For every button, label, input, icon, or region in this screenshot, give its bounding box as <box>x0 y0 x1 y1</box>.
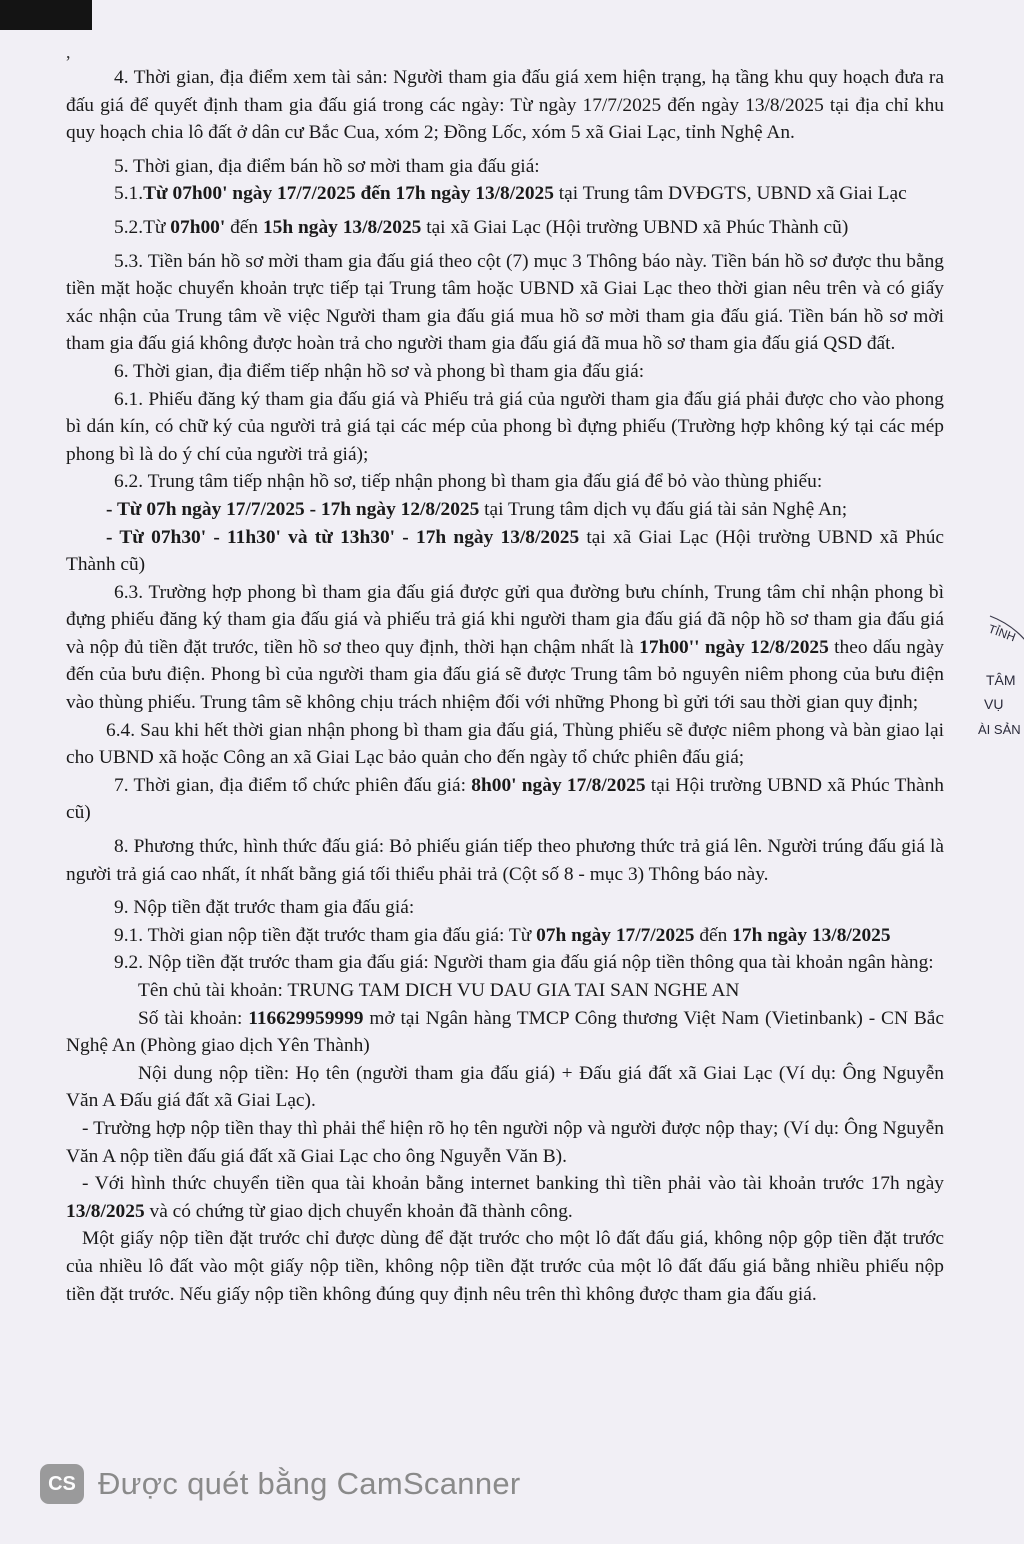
account-name: Tên chủ tài khoản: TRUNG TAM DICH VU DAU GIA TAI SAN NGHE AN <box>138 980 740 1001</box>
para-6-4: 6.4. Sau khi hết thời gian nhận phong bì tham gia đấu giá, Thùng phiếu sẽ được niêm phong và bàn giao lại cho UBND xã hoặc Công an xã Giai Lạc bảo quản cho đến ngày tổ chức phiên đấu giá; <box>66 719 944 769</box>
para-8: 8. Phương thức, hình thức đấu giá: Bỏ phiếu gián tiếp theo phương thức trả giá lên. Người trúng đấu giá là người trả giá cao nhất, ít nhất bằng giá tối thiểu phải trả (Cột số 8 - mục 3) Thông báo này. <box>66 836 944 885</box>
scan-mark: , <box>66 42 71 62</box>
account-number: Số tài khoản: 116629959999 mở tại Ngân hàng TMCP Công thương Việt Nam (Vietinbank) - CN Bắc Nghệ An (Phòng giao dịch Yên Thành) <box>66 1007 944 1057</box>
document-body <box>66 64 944 1308</box>
camscanner-logo-icon: CS <box>40 1464 84 1504</box>
para-6-1: 6.1. Phiếu đăng ký tham gia đấu giá và Phiếu trả giá của người tham gia đấu giá phải được cho vào phong bì dán kín, có chữ ký của người trả giá tại các mép của phong bì đựng phiếu (Trường hợp không ký tại các mép phong bì là do ý chí của người trả giá); <box>66 388 944 465</box>
camscanner-text: Được quét bằng CamScanner <box>98 1466 521 1501</box>
para-9-1: 9.1. Thời gian nộp tiền đặt trước tham gia đấu giá: Từ 07h ngày 17/7/2025 đến 17h ngày 13/8/2025 <box>114 924 891 946</box>
redaction-block <box>0 0 92 30</box>
para-9-2: 9.2. Nộp tiền đặt trước tham gia đấu giá: Người tham gia đấu giá nộp tiền thông qua tài khoản ngân hàng: <box>114 952 934 974</box>
para-6-2-a: - Từ 07h ngày 17/7/2025 - 17h ngày 12/8/2025 tại Trung tâm dịch vụ đấu giá tài sản Nghệ An; <box>106 498 848 520</box>
para-5-1: 5.1.Từ 07h00' ngày 17/7/2025 đến 17h ngày 13/8/2025 tại Trung tâm DVĐGTS, UBND xã Giai Lạc <box>114 183 907 205</box>
para-9: 9. Nộp tiền đặt trước tham gia đấu giá: <box>114 897 415 919</box>
stamp-text-2: TÂM <box>986 672 1016 688</box>
stamp-text-1: TỈNH <box>986 621 1018 645</box>
para-5-2: 5.2.Từ 07h00' đến 15h ngày 13/8/2025 tại xã Giai Lạc (Hội trường UBND xã Phúc Thành cũ) <box>114 216 849 238</box>
para-5: 5. Thời gian, địa điểm bán hồ sơ mời tham gia đấu giá: <box>114 155 540 177</box>
case-proxy-payment: - Trường hợp nộp tiền thay thì phải thể hiện rõ họ tên người nộp và người được nộp thay; (Ví dụ: Ông Nguyễn Văn A nộp tiền đấu giá đất xã Giai Lạc cho ông Nguyễn Văn B). <box>66 1117 944 1167</box>
para-6: 6. Thời gian, địa điểm tiếp nhận hồ sơ và phong bì tham gia đấu giá: <box>114 360 645 382</box>
transfer-content: Nội dung nộp tiền: Họ tên (người tham gia đấu giá) + Đấu giá đất xã Giai Lạc (Ví dụ: Ông Nguyễn Văn A Đấu giá đất xã Giai Lạc). <box>66 1062 944 1112</box>
stamp-seal <box>972 606 1024 776</box>
case-internet-banking: - Với hình thức chuyển tiền qua tài khoản bằng internet banking thì tiền phải vào tài khoản trước 17h ngày 13/8/2025 và có chứng từ giao dịch chuyển khoản đã thành công. <box>66 1173 944 1222</box>
para-5-3: 5.3. Tiền bán hồ sơ mời tham gia đấu giá theo cột (7) mục 3 Thông báo này. Tiền bán hồ sơ được thu bằng tiền mặt hoặc chuyển khoản trực tiếp tại Trung tâm hoặc UBND xã Giai Lạc theo thời gian nêu trên và có giấy xác nhận của Trung tâm về việc Người tham gia đấu giá mua hồ sơ mời tham gia đấu giá. Tiền bán hồ sơ mời tham gia đấu giá không được hoàn trả cho người tham gia đấu giá đã mua hồ sơ tham gia đấu giá QSD đất. <box>66 250 944 355</box>
stamp-text-3: VỤ <box>984 696 1004 712</box>
para-6-2: 6.2. Trung tâm tiếp nhận hồ sơ, tiếp nhận phong bì tham gia đấu giá để bỏ vào thùng phiếu: <box>114 471 823 493</box>
para-6-3: 6.3. Trường hợp phong bì tham gia đấu giá được gửi qua đường bưu chính, Trung tâm chỉ nhận phong bì đựng phiếu đăng ký tham gia đấu giá và phiếu trả giá khi người tham gia đấu giá đã nộp hồ sơ tham gia đấu giá và nộp đủ tiền đặt trước, tiền hồ sơ theo quy định, thời hạn chậm nhất là 17h00'' ngày 12/8/2025 theo dấu ngày đến của bưu điện. Phong bì của người tham gia đấu giá sẽ được Trung tâm bỏ nguyên niêm phong của bưu điện vào thùng phiếu. Trung tâm sẽ không chịu trách nhiệm đối với những Phong bì gửi tới sau thời gian quy định; <box>66 581 944 714</box>
para-4: 4. Thời gian, địa điểm xem tài sản: Người tham gia đấu giá xem hiện trạng, hạ tầng khu quy hoạch đưa ra đấu giá để quyết định tham gia đấu giá trong các ngày: Từ ngày 17/7/2025 đến ngày 13/8/2025 tại địa chỉ khu quy hoạch chia lô đất ở dân cư Bắc Cua, xóm 2; Đồng Lốc, xóm 5 xã Giai Lạc, tỉnh Nghệ An. <box>66 67 944 144</box>
final-paragraph: Một giấy nộp tiền đặt trước chỉ được dùng để đặt trước cho một lô đất đấu giá, không nộp gộp tiền đặt trước của nhiều lô đất vào một giấy nộp tiền, không nộp tiền đặt trước của một lô đất đấu giá bằng nhiều phiếu nộp tiền đặt trước. Nếu giấy nộp tiền không đúng quy định nêu trên thì không được tham gia đấu giá. <box>66 1228 944 1305</box>
stamp-text-4: ÀI SẢN <box>978 722 1021 737</box>
para-6-2-b: - Từ 07h30' - 11h30' và từ 13h30' - 17h ngày 13/8/2025 tại xã Giai Lạc (Hội trường UBND xã Phúc Thành cũ) <box>66 526 945 576</box>
para-7: 7. Thời gian, địa điểm tổ chức phiên đấu giá: 8h00' ngày 17/8/2025 tại Hội trường UBND xã Phúc Thành cũ) <box>66 774 944 824</box>
camscanner-watermark <box>40 1462 521 1506</box>
